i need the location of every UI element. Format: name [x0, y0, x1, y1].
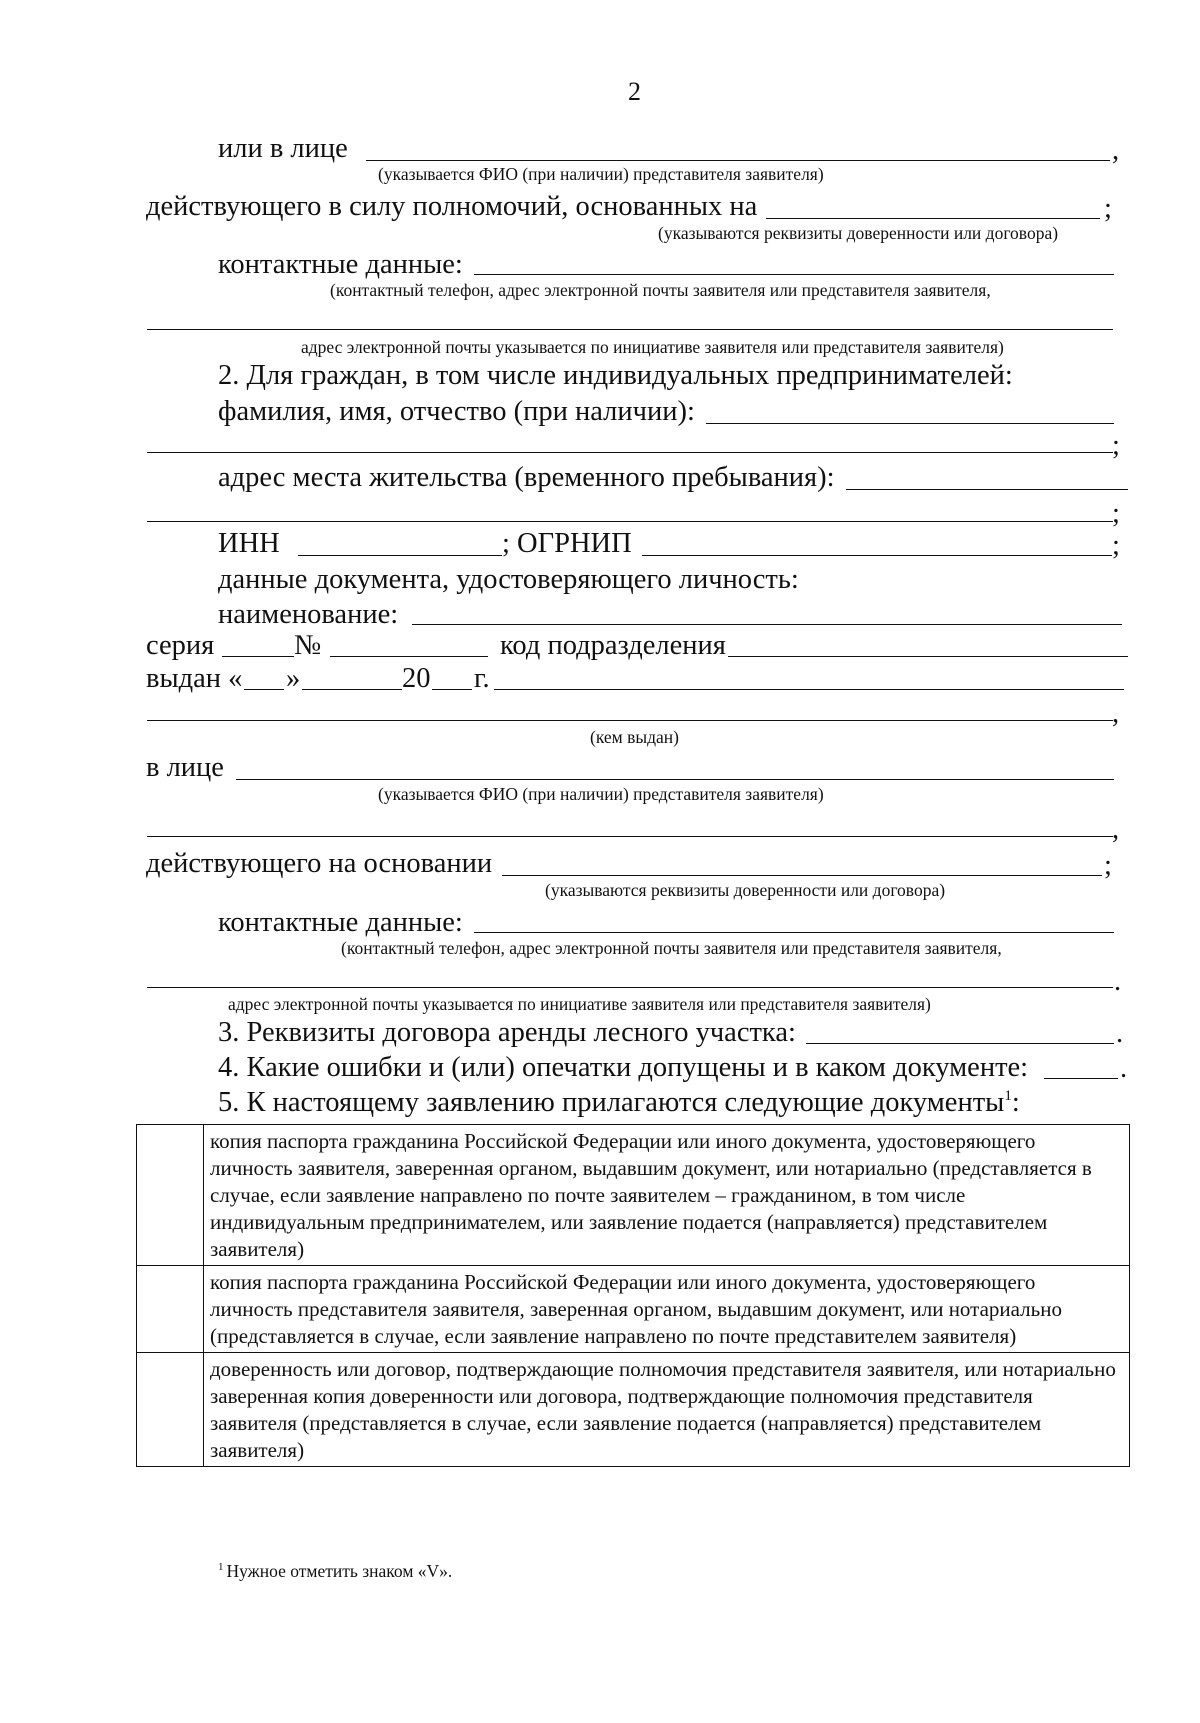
- document-description: копия паспорта гражданина Российской Федерации или иного документа, удостоверяющего личность заявителя, заверенная органом, выдавшим документ, или нотариально (представляется в случае, если заявление направлено по почте заявителем – гражданином, в том числе индивидуальным предпринимателем, или заявление подается (направляется) представителем заявителя): [204, 1125, 1130, 1266]
- page-number: 2: [628, 77, 641, 106]
- issued-by-hint: (кем выдан): [590, 727, 679, 747]
- punctuation-semicolon: ;: [1104, 193, 1112, 224]
- fio-label: фамилия, имя, отчество (при наличии):: [218, 396, 695, 427]
- punctuation-semicolon: ;: [1104, 850, 1112, 881]
- contacts-hint-2: адрес электронной почты указывается по инициативе заявителя или представителя заявителя): [301, 337, 1004, 357]
- punctuation-comma: ,: [1112, 698, 1120, 729]
- fio-field[interactable]: [706, 423, 1114, 424]
- representative-fio-field[interactable]: [236, 779, 1114, 780]
- or-in-person-label: или в лице: [218, 133, 348, 164]
- series-label: серия: [146, 630, 215, 661]
- acting-hint: (указываются реквизиты доверенности или договора): [545, 880, 946, 900]
- in-person-label: в лице: [146, 752, 224, 783]
- punctuation-period: .: [1120, 1053, 1128, 1084]
- punctuation-semicolon: ;: [1112, 498, 1120, 529]
- section-2-heading: 2. Для граждан, в том числе индивидуальных предпринимателей:: [218, 360, 1013, 391]
- contacts-hint-1: (контактный телефон, адрес электронной почты заявителя или представителя заявителя,: [330, 280, 991, 300]
- document-name-field[interactable]: [412, 624, 1122, 625]
- errors-field[interactable]: [1044, 1078, 1118, 1079]
- footnote-ref: 1: [1004, 1088, 1012, 1104]
- acting-on-basis-label: действующего на основании: [146, 848, 493, 879]
- footnote-mark: 1: [218, 1561, 224, 1573]
- year-prefix: 20: [402, 663, 431, 694]
- authority-basis-field[interactable]: [766, 218, 1100, 219]
- acting-basis-field[interactable]: [502, 875, 1102, 876]
- table-row: [137, 1266, 1130, 1353]
- punctuation-period: .: [1114, 966, 1122, 997]
- address-label: адрес места жительства (временного пребывания):: [218, 462, 835, 493]
- punctuation-comma: ,: [1112, 814, 1120, 845]
- representative-fio-field[interactable]: [366, 160, 1110, 161]
- contacts-hint-1: (контактный телефон, адрес электронной почты заявителя или представителя заявителя,: [341, 938, 1002, 958]
- document-description: копия паспорта гражданина Российской Федерации или иного документа, удостоверяющего личность представителя заявителя, заверенная органом, выдавшим документ, или нотариально (представляется в случае, если заявление направлено по почте представителем заявителя): [204, 1266, 1130, 1353]
- issued-day-field[interactable]: [244, 689, 284, 690]
- division-code-label: код подразделения: [500, 630, 726, 661]
- issued-label: выдан «: [146, 663, 243, 694]
- punctuation-semicolon: ;: [1112, 430, 1120, 461]
- number-sign: №: [294, 630, 322, 661]
- contacts-label: контактные данные:: [218, 907, 463, 938]
- punctuation-comma: ,: [1112, 135, 1120, 166]
- table-row: [137, 1353, 1130, 1467]
- fio-hint: (указывается ФИО (при наличии) представителя заявителя): [378, 784, 824, 804]
- acting-hint: (указываются реквизиты доверенности или договора): [658, 223, 1059, 243]
- representative-fio-field-line-2[interactable]: [147, 836, 1113, 837]
- contacts-field[interactable]: [474, 274, 1114, 275]
- section-5-label: 5. К настоящему заявлению прилагаются следующие документы$^1$:: [218, 1087, 1020, 1118]
- issued-year-field[interactable]: [432, 689, 472, 690]
- issued-month-field[interactable]: [302, 689, 402, 690]
- contacts-field[interactable]: [474, 932, 1114, 933]
- footnote-text: Нужное отметить знаком «V».: [226, 1561, 453, 1581]
- fio-hint: (указывается ФИО (при наличии) представителя заявителя): [378, 164, 824, 184]
- document-checkbox-cell[interactable]: [137, 1266, 204, 1353]
- division-code-field[interactable]: [728, 656, 1128, 657]
- contacts-hint-2: адрес электронной почты указывается по инициативе заявителя или представителя заявителя): [228, 994, 931, 1014]
- punctuation-semicolon: ;: [1112, 530, 1120, 561]
- inn-label: ИНН: [218, 528, 280, 559]
- attached-documents-table: [136, 1124, 1130, 1467]
- number-field[interactable]: [330, 656, 488, 657]
- series-field[interactable]: [222, 656, 294, 657]
- address-field-line-2[interactable]: [147, 521, 1113, 522]
- issued-by-field-line-2[interactable]: [147, 720, 1113, 721]
- address-field[interactable]: [846, 489, 1128, 490]
- punctuation-period: .: [1116, 1018, 1124, 1049]
- acting-authority-label: действующего в силу полномочий, основанных на: [146, 191, 758, 222]
- issued-quote-close: »: [286, 663, 301, 694]
- document-checkbox-cell[interactable]: [137, 1353, 204, 1467]
- table-row: [137, 1125, 1130, 1266]
- fio-field-line-2[interactable]: [147, 452, 1113, 453]
- section-4-label: 4. Какие ошибки и (или) опечатки допущены и в каком документе:: [218, 1052, 1029, 1083]
- footnote: [218, 1562, 452, 1581]
- contacts-label: контактные данные:: [218, 249, 463, 280]
- year-suffix: г.: [474, 663, 490, 694]
- contacts-field-line-2[interactable]: [147, 329, 1113, 330]
- issued-by-field[interactable]: [494, 689, 1124, 690]
- document-checkbox-cell[interactable]: [137, 1125, 204, 1266]
- id-document-label: данные документа, удостоверяющего личность:: [218, 564, 799, 595]
- document-name-label: наименование:: [218, 599, 399, 630]
- section-3-label: 3. Реквизиты договора аренды лесного участка:: [218, 1017, 796, 1048]
- ogrnip-label: ; ОГРНИП: [502, 528, 632, 559]
- contacts-field-line-2[interactable]: [147, 987, 1113, 988]
- lease-agreement-field[interactable]: [806, 1043, 1114, 1044]
- document-description: доверенность или договор, подтверждающие полномочия представителя заявителя, или нотариально заверенная копия доверенности или договора, подтверждающие полномочия представителя заявителя (представляется в случае, если заявление подается (направляется) представителем заявителя): [204, 1353, 1130, 1467]
- ogrnip-field[interactable]: [642, 555, 1112, 556]
- inn-field[interactable]: [298, 555, 502, 556]
